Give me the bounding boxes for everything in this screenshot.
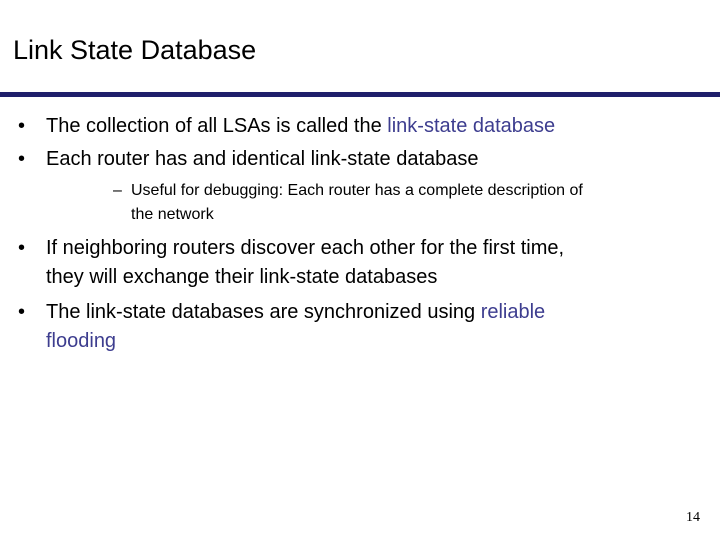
bullet-text: The link-state databases are synchronized using [46, 301, 481, 323]
bullet-text: Each router has and identical link-state database [46, 148, 479, 170]
bullet-dot: • [18, 301, 26, 323]
bullet-text-continued: they will exchange their link-state databases [46, 266, 438, 288]
sub-bullet-text-continued: the network [131, 206, 214, 223]
bullet-text: If neighboring routers discover each other for the first time, [46, 237, 565, 259]
slide-title: Link State Database [13, 35, 257, 65]
highlight-term: reliable [480, 301, 546, 323]
page-number: 14 [686, 510, 700, 525]
highlight-term: link-state database [387, 115, 556, 137]
sub-bullet-text: Useful for debugging: Each router has a complete description of [131, 182, 583, 199]
bullet-dot: • [18, 148, 26, 170]
bullet-text: The collection of all LSAs is called the [46, 115, 388, 137]
bullet-dot: • [18, 237, 26, 259]
title-divider [0, 92, 720, 97]
highlight-term-continued: flooding [46, 330, 117, 352]
bullet-dot: • [18, 115, 26, 137]
sub-bullet-dash: – [113, 182, 122, 199]
